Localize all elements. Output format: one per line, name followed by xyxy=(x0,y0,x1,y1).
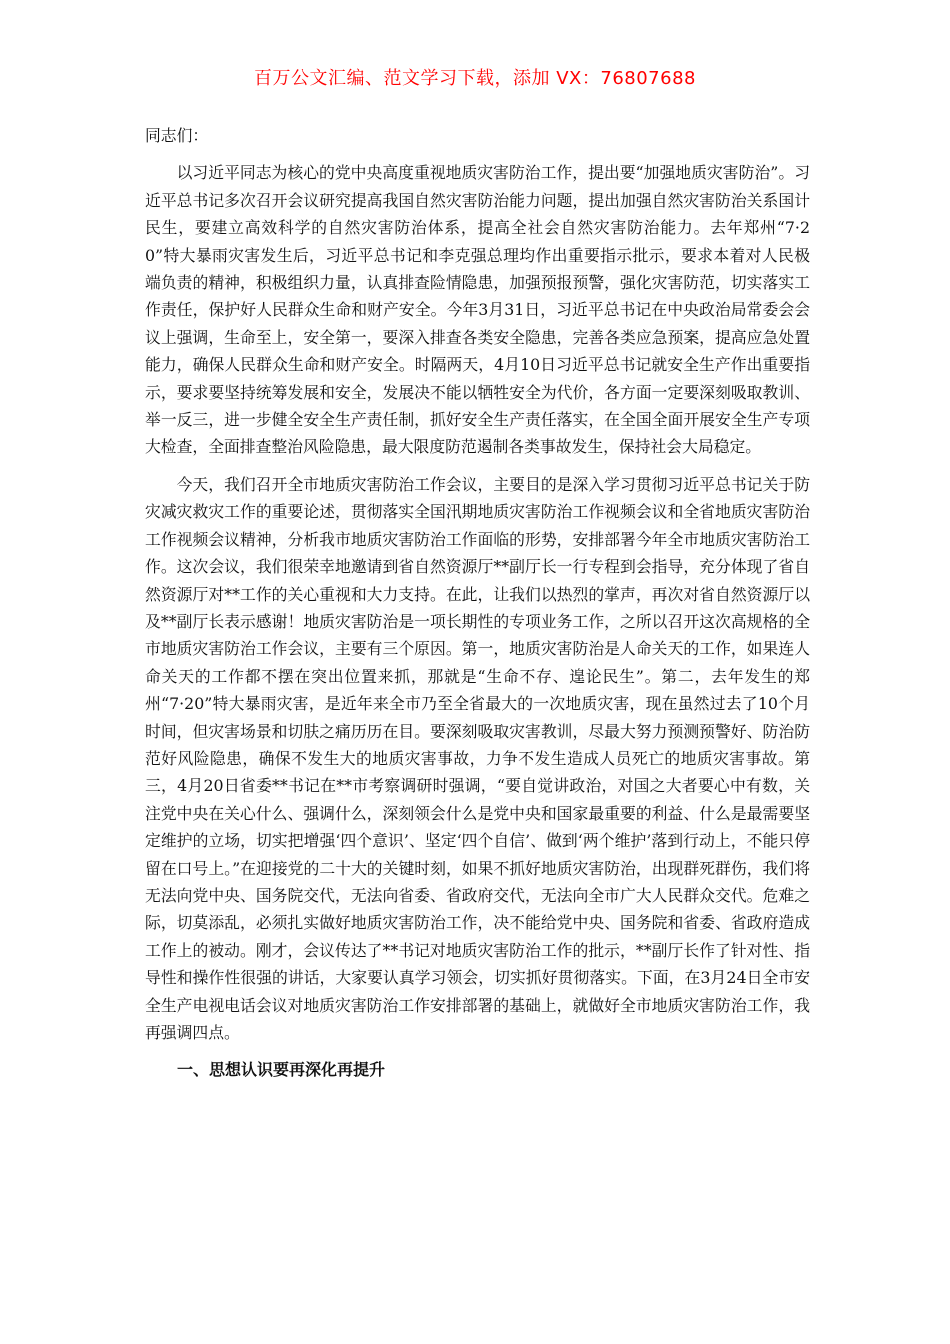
paragraph-1: 以习近平同志为核心的党中央高度重视地质灾害防治工作，提出要“加强地质灾害防治”。习近平总书记多次召开会议研究提高我国自然灾害防治能力问题，提出加强自然灾害防治关系国计民生，要建立高效科学的自然灾害防治体系，提高全社会自然灾害防治能力。去年郑州“7·20”特大暴雨灾害发生后，习近平总书记和李克强总理均作出重要指示批示，要求本着对人民极端负责的精神，积极组织力量，认真排查险情隐患，加强预报预警，强化灾害防范，切实落实工作责任，保护好人民群众生命和财产安全。今年3月31日，习近平总书记在中央政治局常委会会议上强调，生命至上，安全第一，要深入排查各类安全隐患，完善各类应急预案，提高应急处置能力，确保人民群众生命和财产安全。时隔两天，4月10日习近平总书记就安全生产作出重要指示，要求要坚持统筹发展和安全，发展决不能以牺牲安全为代价，各方面一定要深刻吸取教训、举一反三，进一步健全安全生产责任制，抓好安全生产责任落实，在全国全面开展安全生产专项大检查，全面排查整治风险隐患，最大限度防范遏制各类事故发生，保持社会大局稳定。 xyxy=(145,163,810,457)
document-body xyxy=(145,122,810,1084)
section-heading: 一、思想认识要再深化再提升 xyxy=(177,1060,386,1080)
watermark-header: 百万公文汇编、范文学习下载，添加 VX：76807688 xyxy=(254,68,696,89)
salutation: 同志们： xyxy=(145,126,209,145)
paragraph-2: 今天，我们召开全市地质灾害防治工作会议，主要目的是深入学习贯彻习近平总书记关于防灾减灾救灾工作的重要论述，贯彻落实全国汛期地质灾害防治工作视频会议和全省地质灾害防治工作视频会议精神，分析我市地质灾害防治工作面临的形势，安排部署今年全市地质灾害防治工作。这次会议，我们很荣幸地邀请到省自然资源厅**副厅长一行专程到会指导，充分体现了省自然资源厅对**工作的关心重视和大力支持。在此，让我们以热烈的掌声，再次对省自然资源厅以及**副厅长表示感谢！地质灾害防治是一项长期性的专项业务工作，之所以召开这次高规格的全市地质灾害防治工作会议，主要有三个原因。第一，地质灾害防治是人命关天的工作，如果连人命关天的工作都不摆在突出位置来抓，那就是“生命不存、遑论民生”。第二，去年发生的郑州“7·20”特大暴雨灾害，是近年来全市乃至全省最大的一次地质灾害，现在虽然过去了10个月时间，但灾害场景和切肤之痛历历在目。要深刻吸取灾害教训，尽最大努力预测预警好、防治防范好风险隐患，确保不发生大的地质灾害事故，力争不发生造成人员死亡的地质灾害事故。第三，4月20日省委**书记在**市考察调研时强调，“要自觉讲政治，对国之大者要心中有数，关注党中央在关心什么、强调什么，深刻领会什么是党中央和国家最重要的利益、什么是最需要坚定维护的立场，切实把增强‘四个意识’、坚定‘四个自信’、做到‘两个维护’落到行动上，不能只停留在口号上。”在迎接党的二十大的关键时刻，如果不抓好地质灾害防治，出现群死群伤，我们将无法向党中央、国务院交代，无法向省委、省政府交代，无法向全市广大人民群众交代。危难之际，切莫添乱，必须扎实做好地质灾害防治工作，决不能给党中央、国务院和省委、省政府造成工作上的被动。刚才，会议传达了**书记对地质灾害防治工作的批示，**副厅长作了针对性、指导性和操作性很强的讲话，大家要认真学习领会，切实抓好贯彻落实。下面，在3月24日全市安全生产电视电话会议对地质灾害防治工作安排部署的基础上，就做好全市地质灾害防治工作，我再强调四点。 xyxy=(145,474,810,1042)
